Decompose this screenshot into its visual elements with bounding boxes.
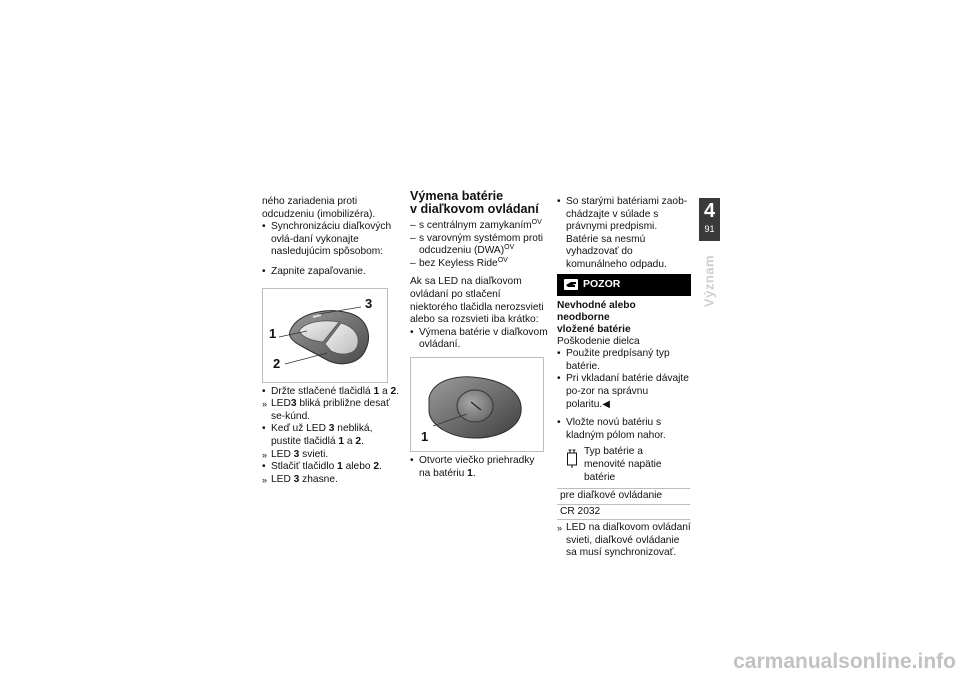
text-part: . — [472, 467, 476, 479]
list-item-text — [271, 474, 338, 485]
list-item-text — [271, 423, 372, 447]
section-heading — [410, 190, 548, 216]
watermark: carmanualsonline.info — [733, 650, 956, 673]
text-part: Keď už LED — [271, 423, 329, 435]
list-item — [410, 327, 548, 352]
table-row — [557, 489, 690, 505]
list-item-text — [419, 455, 535, 479]
callout-3: 3 — [365, 295, 373, 311]
bullet-marker: • — [262, 461, 266, 473]
remote-key-figure — [262, 288, 388, 383]
table-header — [560, 446, 687, 484]
list-item — [262, 266, 402, 279]
text-part: svieti. — [299, 448, 329, 460]
heading-line: vložené batérie — [557, 323, 631, 335]
list-item — [557, 348, 691, 373]
callout-ref: 1 — [373, 385, 380, 397]
callout-1: 1 — [421, 428, 429, 444]
callout-ref: 1 — [467, 467, 473, 479]
option-item — [410, 233, 548, 258]
sync-steps-list — [262, 386, 402, 487]
list-item-text: Pri vkladaní batérie dávajte po-zor na správnu polaritu.◀ — [566, 373, 689, 410]
callout-ref: 3 — [328, 423, 335, 435]
option-item — [410, 220, 548, 233]
list-item — [262, 461, 402, 474]
text-part: LED — [271, 448, 294, 460]
list-item-text: Použite predpísaný typ batérie. — [566, 348, 670, 372]
column-3 — [557, 196, 691, 560]
list-item — [557, 196, 691, 272]
list-item — [557, 417, 691, 442]
list-item — [410, 455, 548, 480]
text-part: alebo — [342, 461, 374, 473]
callout-ref: 1 — [337, 461, 343, 473]
list-item-text: Synchronizáciu diaľkových ovlá-daní vykonajte nasledujúcim spôsobom: — [271, 221, 392, 258]
callout-1: 1 — [269, 325, 277, 341]
text-part: a — [344, 435, 356, 447]
result-item — [557, 522, 691, 560]
heading-line: v diaľkovom ovládaní — [410, 202, 539, 216]
hand-warning-icon — [564, 279, 578, 290]
list-item — [557, 373, 691, 411]
text-part: . — [361, 435, 364, 447]
text-part: bliká približne desať se-kúnd. — [271, 398, 390, 422]
list-item-text — [271, 461, 382, 472]
option-sup: OV — [504, 244, 515, 252]
list-item-text — [271, 386, 399, 397]
table-cell: pre diaľkové ovládanie — [557, 489, 690, 505]
bullet-marker: • — [557, 196, 561, 207]
option-text: bez Keyless Ride — [419, 257, 498, 269]
text-part: a — [379, 385, 391, 397]
result-text: LED na diaľkovom ovládaní svieti, diaľkové ovládanie sa musí synchronizovať. — [566, 522, 691, 559]
list-item-text: Výmena batérie v diaľkovom ovládaní. — [419, 326, 548, 351]
warning-banner — [557, 274, 691, 296]
list-item-text: So starými batériami zaob-chádzajte v súlade s právnymi predpismi. Batérie sa nesmú vyhadzovať do komunálneho odpadu. — [566, 196, 688, 270]
battery-spec-table — [557, 444, 690, 520]
result-marker: » — [262, 474, 268, 485]
text-part: . — [379, 461, 382, 473]
battery-cover-illustration — [411, 358, 543, 451]
option-sup: OV — [497, 256, 508, 264]
callout-ref: 3 — [290, 398, 297, 410]
table-header-cell — [557, 444, 690, 488]
option-text: s centrálnym zamykaním — [419, 220, 532, 231]
dash-marker: – — [410, 257, 416, 269]
table-row — [557, 504, 690, 520]
chapter-side-label — [696, 251, 724, 311]
chapter-tab — [699, 198, 720, 241]
option-item — [410, 258, 548, 271]
list-item-text: Zapnite zapaľovanie. — [271, 265, 366, 277]
bullet-marker: • — [557, 348, 561, 360]
column-1 — [262, 196, 402, 486]
text-part: LED — [271, 398, 291, 410]
column-2 — [410, 190, 548, 480]
bullet-marker: • — [557, 417, 561, 429]
bullet-marker: • — [262, 423, 266, 435]
body-paragraph: Ak sa LED na diaľkovom ovládaní po stlačení niektorého tlačidla nerozsvieti alebo sa rozsvieti iba krátko: — [410, 276, 544, 326]
text-part: . — [396, 385, 400, 397]
bullet-marker: • — [410, 454, 414, 466]
option-text: s varovným systémom proti odcudzeniu (DWA) — [419, 232, 543, 257]
text-part: nebliká, pustite tlačidlá — [271, 423, 373, 447]
page-number: 91 — [704, 224, 715, 234]
dash-marker: – — [410, 220, 416, 231]
table-header-text: Typ batérie a menovité napätie batérie — [584, 446, 662, 483]
list-item-text — [271, 398, 390, 422]
warning-heading — [557, 300, 691, 336]
warning-label: POZOR — [583, 278, 621, 291]
result-marker: » — [262, 449, 268, 460]
list-item — [262, 423, 402, 448]
text-part: Otvorte viečko priehradky na batériu — [419, 454, 535, 479]
heading-line: Nevhodné alebo neodborne — [557, 299, 636, 323]
chapter-title: Význam — [701, 254, 717, 308]
callout-ref: 3 — [293, 473, 300, 485]
text-part: Držte stlačené tlačidlá — [271, 385, 374, 397]
callout-ref: 2 — [373, 461, 380, 473]
callout-ref: 1 — [338, 435, 345, 447]
option-sup: OV — [531, 219, 542, 226]
bullet-marker: • — [262, 221, 266, 233]
warning-consequence: Poškodenie dielca — [557, 335, 640, 347]
text-part: Stlačiť tlačidlo — [271, 461, 338, 473]
table-cell: CR 2032 — [557, 504, 690, 520]
result-item — [262, 474, 402, 487]
result-marker: » — [557, 523, 563, 534]
list-item-text: Vložte novú batériu s kladným pólom nahor. — [566, 417, 666, 441]
callout-ref: 2 — [355, 435, 362, 447]
spacer — [262, 259, 402, 266]
bullet-marker: • — [410, 326, 414, 338]
bullet-marker: • — [557, 373, 561, 385]
result-item — [262, 398, 402, 423]
callout-2: 2 — [273, 355, 281, 371]
text-part: zhasne. — [299, 473, 338, 485]
list-item — [262, 221, 402, 259]
table-header-row — [557, 444, 690, 488]
bullet-marker: • — [262, 265, 266, 277]
chapter-number: 4 — [703, 200, 716, 222]
heading-line: Výmena batérie — [410, 189, 504, 203]
battery-cover-figure — [410, 357, 544, 452]
spacer — [262, 279, 402, 288]
callout-ref: 2 — [390, 385, 397, 397]
intro-text: ného zariadenia proti odcudzeniu (imobilizéra). — [262, 196, 376, 220]
dash-marker: – — [410, 232, 416, 244]
text-part: LED — [271, 473, 294, 485]
list-item — [262, 386, 402, 399]
bullet-marker: • — [262, 385, 266, 397]
result-item — [262, 449, 402, 462]
battery-icon — [566, 447, 578, 469]
callout-ref: 3 — [293, 448, 300, 460]
result-marker: » — [262, 399, 268, 410]
list-item-text — [271, 449, 328, 460]
